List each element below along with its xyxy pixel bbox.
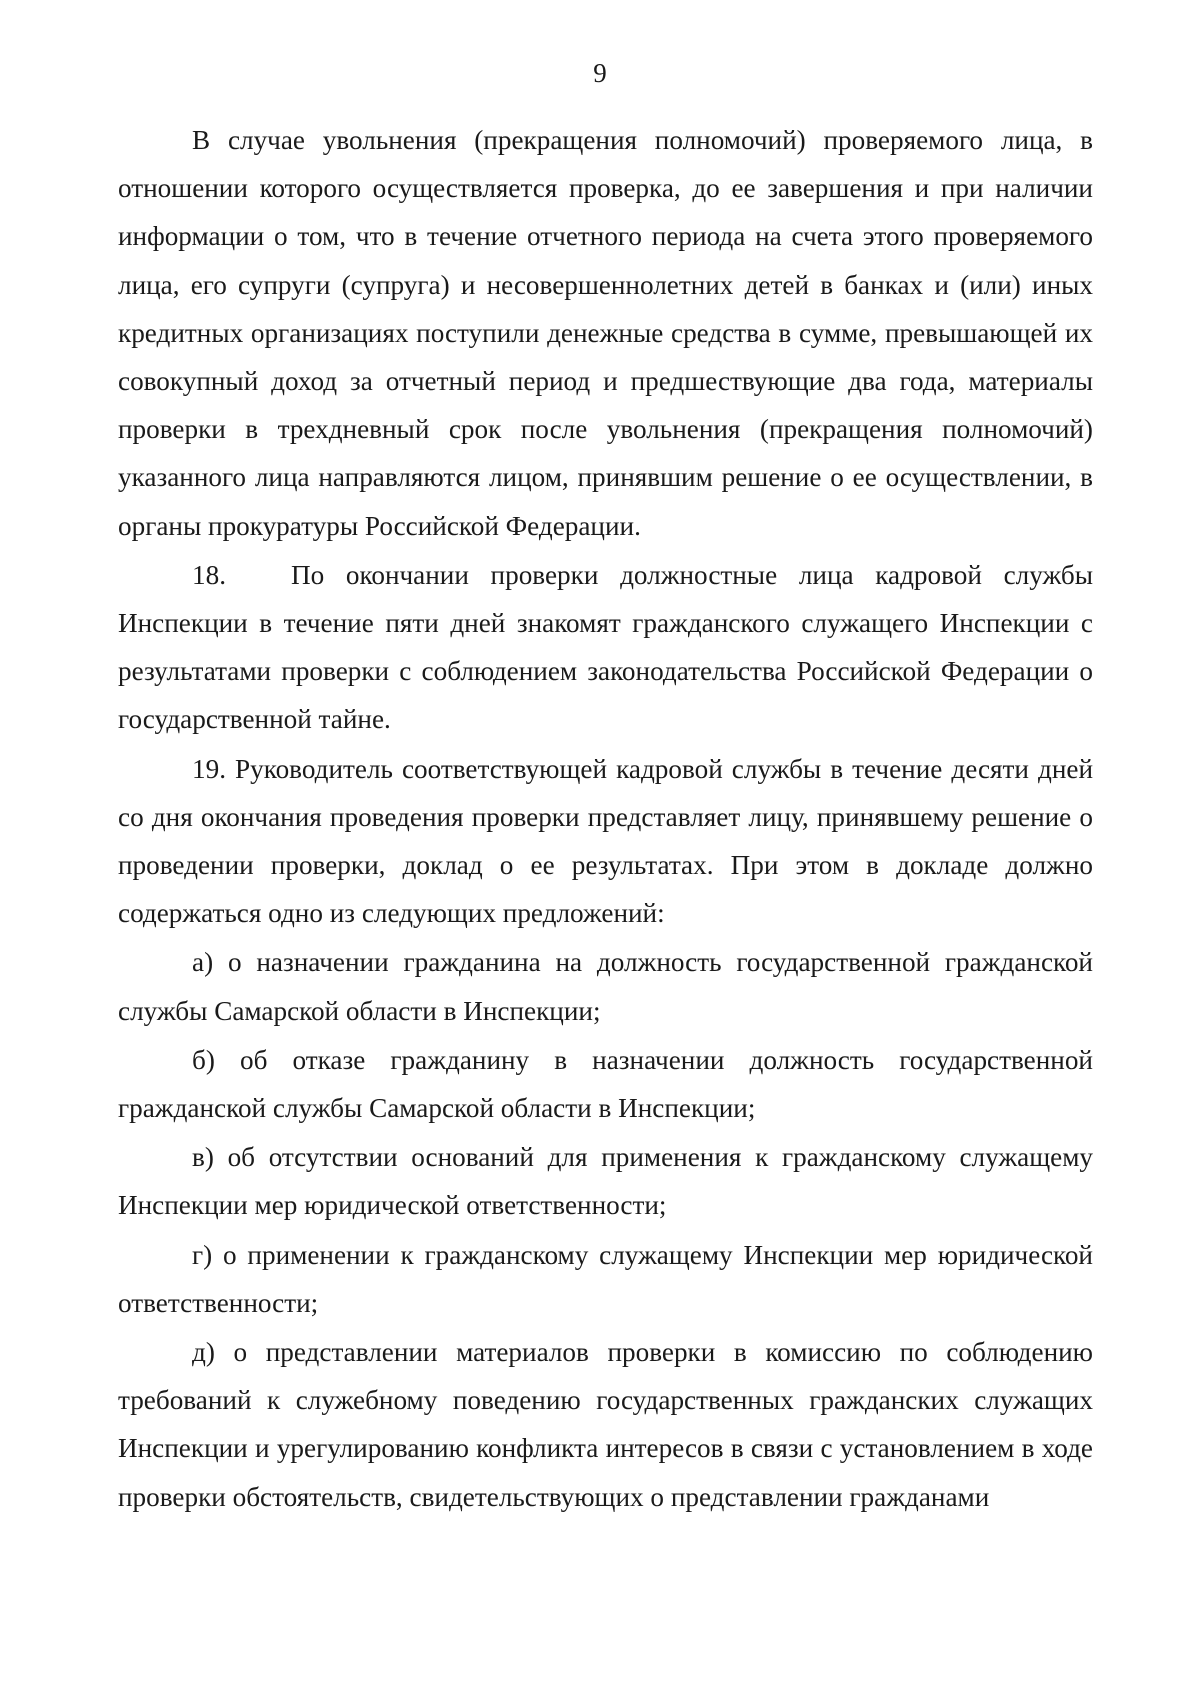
document-body [118,116,1100,1521]
proposal-d: д) о представлении материалов проверки в комиссию по соблюдению требований к служебному поведению государственных гражданских служащих Инспекции и урегулированию конфликта интересов в связи с установлением в ходе проверки обстоятельств, свидетельствующих о представлении гражданами [118,1337,1093,1512]
paragraph-19: 19. Руководитель соответствующей кадровой службы в течение десяти дней со дня окончания проведения проверки представляет лицу, принявшему решение о проведении проверки, доклад о ее результатах. При этом в докладе должно содержаться одно из следующих предложений: [118,753,1093,929]
proposal-v: в) об отсутствии оснований для применения к гражданскому служащему Инспекции мер юридической ответственности; [118,1142,1093,1221]
proposal-g: г) о применении к гражданскому служащему Инспекции мер юридической ответственности; [118,1239,1093,1318]
proposal-b: б) об отказе гражданину в назначении должность государственной гражданской службы Самарской области в Инспекции; [118,1044,1093,1124]
proposal-a: а) о назначении гражданина на должность государственной гражданской службы Самарской области в Инспекции; [118,947,1093,1026]
paragraph-dismissal-case: В случае увольнения (прекращения полномочий) проверяемого лица, в отношении которого осуществляется проверка, до ее завершения и при наличии информации о том, что в течение отчетного периода на счета этого проверяемого лица, его супруги (супруга) и несовершеннолетних детей в банках и (или) иных кредитных организациях поступили денежные средства в сумме, превышающей их совокупный доход за отчетный период и предшествующие два года, материалы проверки в трехдневный срок после увольнения (прекращения полномочий) указанного лица направляются лицом, принявшим решение о ее осуществлении, в органы прокуратуры Российской Федерации. [118,125,1093,541]
page-number: 9 [593,58,607,88]
paragraph-18: 18. По окончании проверки должностные лица кадровой службы Инспекции в течение пяти дней знакомят гражданского служащего Инспекции с результатами проверки с соблюдением законодательства Российской Федерации о государственной тайне. [118,559,1100,735]
